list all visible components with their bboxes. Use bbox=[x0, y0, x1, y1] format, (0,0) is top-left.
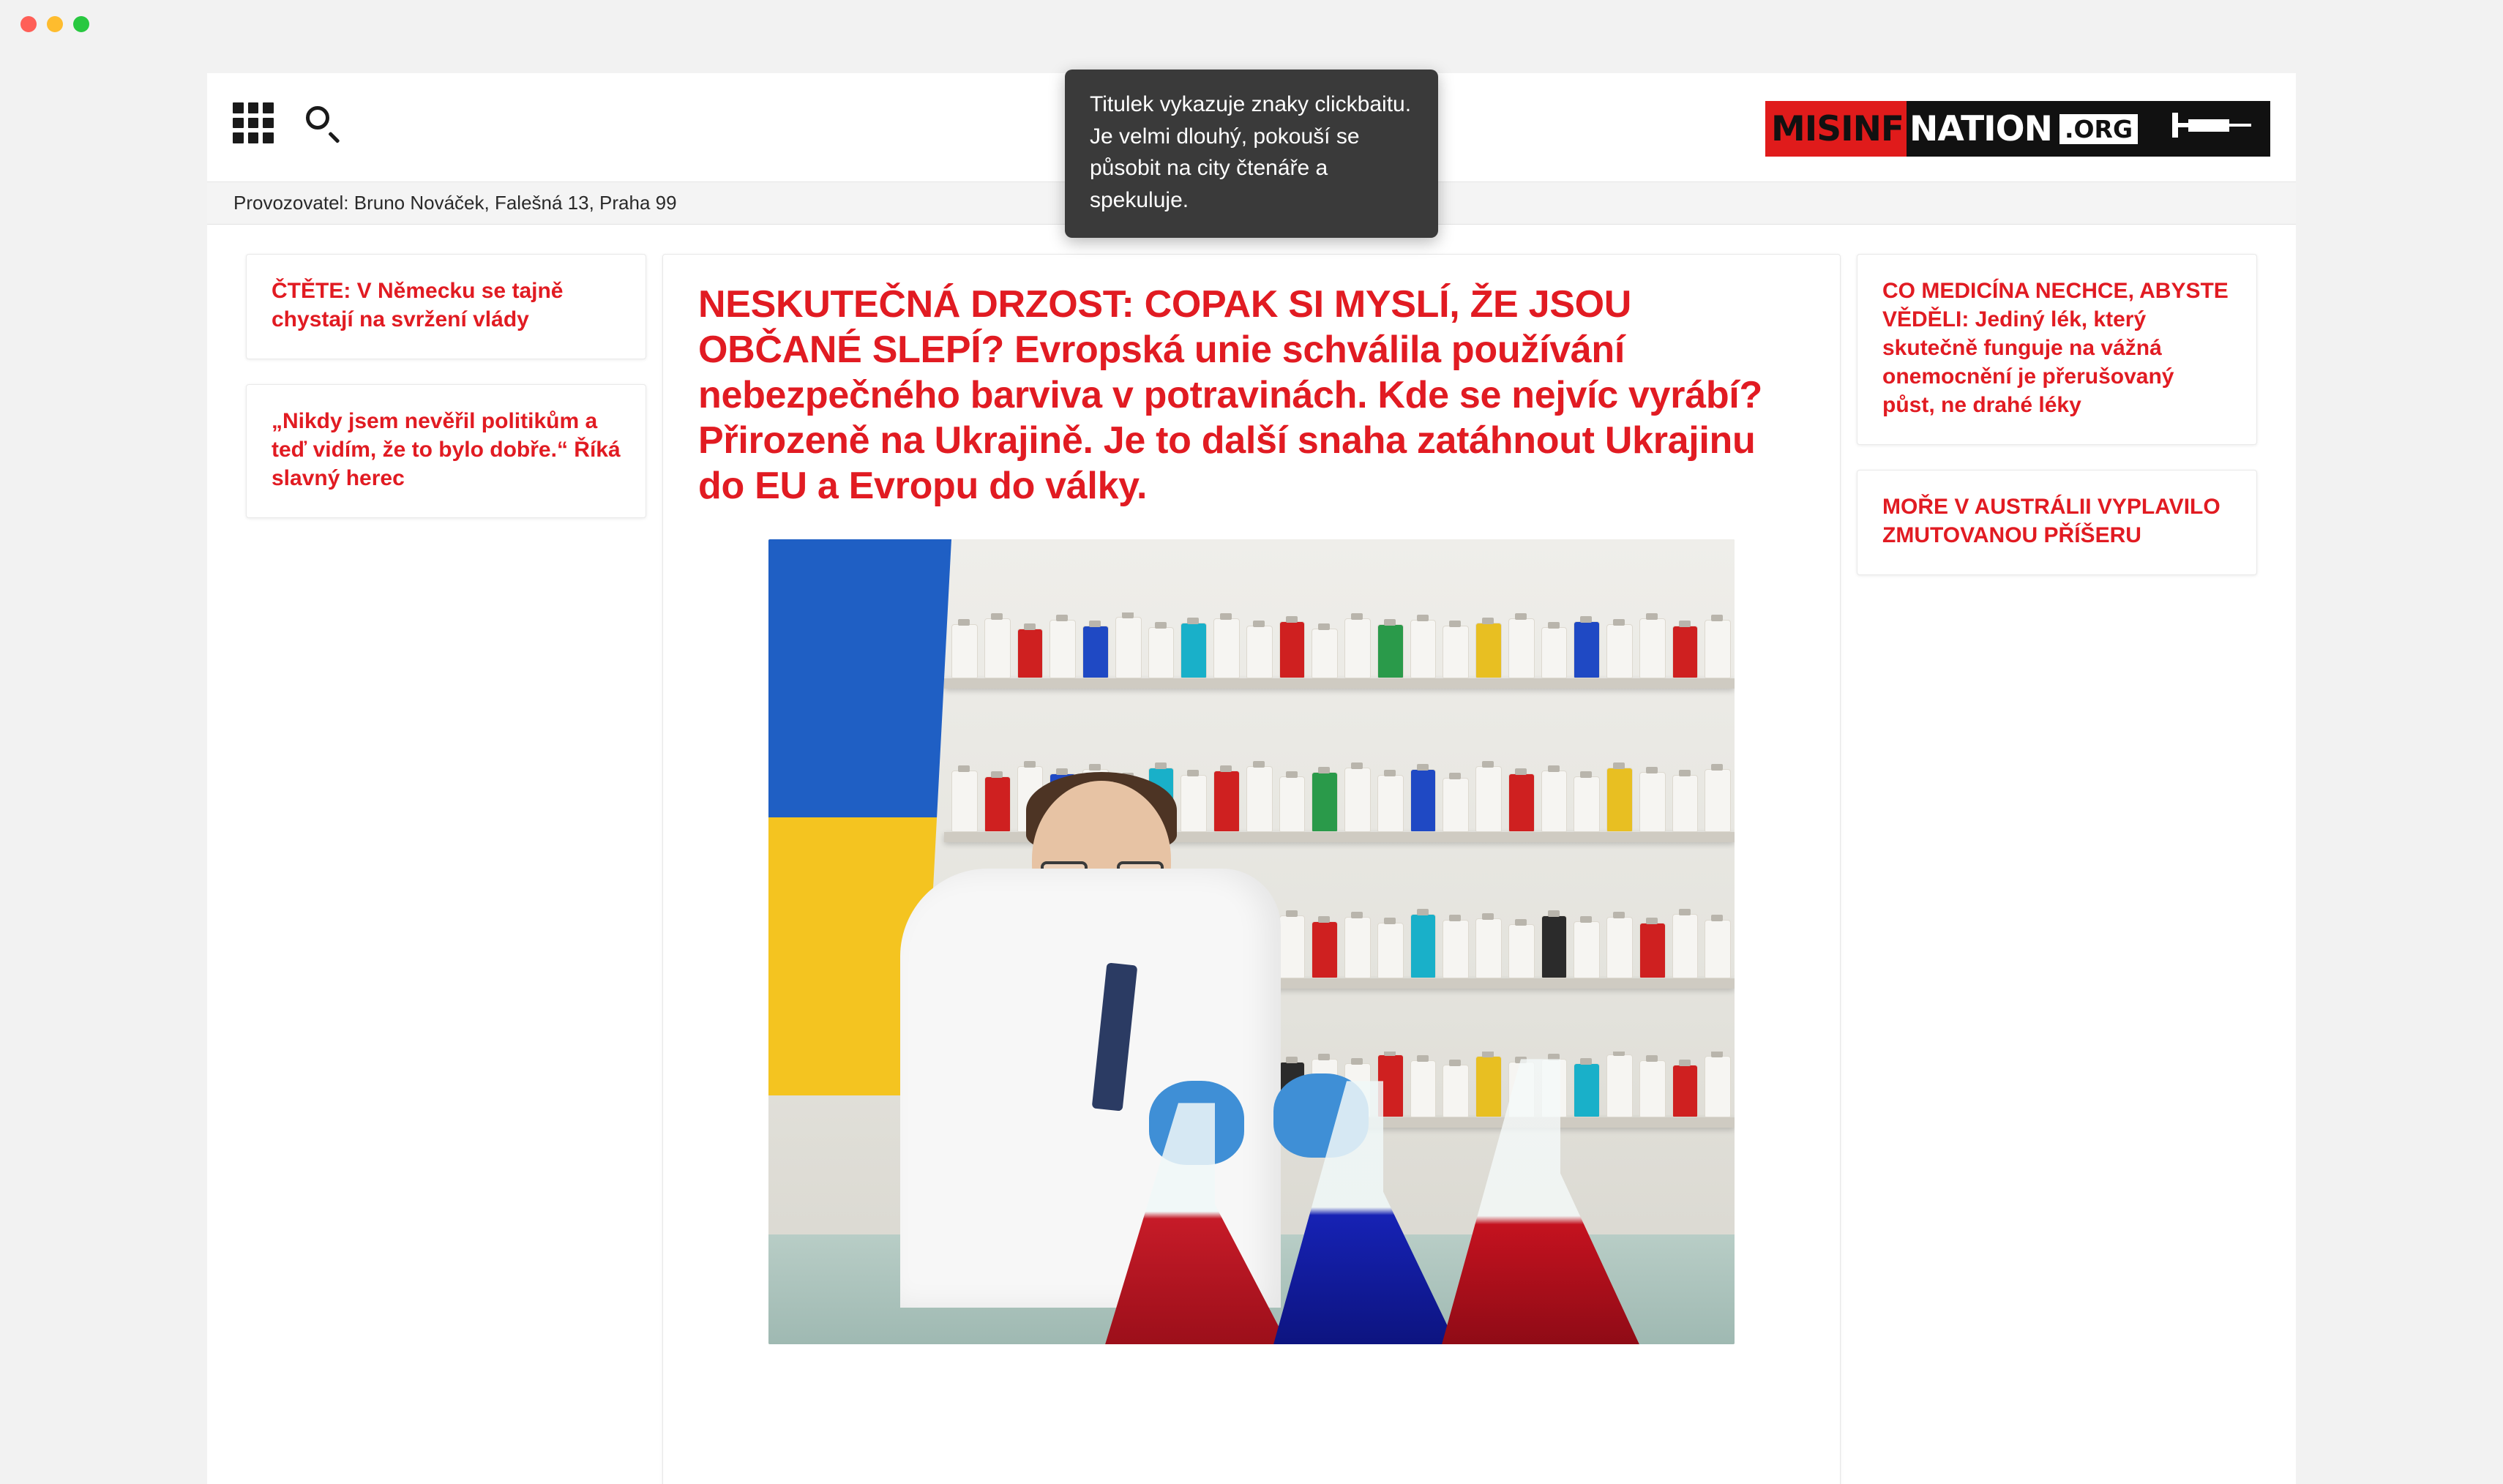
article-headline-link[interactable]: „Nikdy jsem nevěřil politikům a teď vidím, že to bylo dobře.“ Říká slavný herec bbox=[272, 409, 621, 490]
minimize-window-button[interactable] bbox=[47, 16, 63, 32]
logo-text-red: MISINF bbox=[1765, 101, 1907, 157]
page-content bbox=[207, 225, 2296, 1484]
list-item[interactable] bbox=[1857, 254, 2257, 445]
close-window-button[interactable] bbox=[20, 16, 37, 32]
article-headline-link[interactable]: ČTĚTE: V Německu se tajně chystají na svržení vlády bbox=[272, 279, 564, 331]
site-logo[interactable] bbox=[1765, 101, 2270, 157]
clickbait-tooltip bbox=[1065, 70, 1438, 238]
grid-menu-icon[interactable] bbox=[233, 102, 274, 143]
left-sidebar bbox=[222, 254, 646, 543]
syringe-icon bbox=[2172, 113, 2251, 138]
list-item[interactable] bbox=[246, 254, 646, 359]
logo-text-org: .ORG bbox=[2059, 114, 2138, 144]
page-title: NESKUTEČNÁ DRZOST: COPAK SI MYSLÍ, ŽE JSOU OBČANÉ SLEPÍ? Evropská unie schválila používání nebezpečného barviva v potravinách. Kde se nejvíc vyrábí? Přirozeně na Ukrajině. Je to další snaha zatáhnout Ukrajinu do EU a Evropu do války. bbox=[698, 283, 1762, 507]
article-headline-link[interactable]: CO MEDICÍNA NECHCE, ABYSTE VĚDĚLI: Jediný lék, který skutečně funguje na vážná onemocnění je přerušovaný půst, ne drahé léky bbox=[1882, 279, 2229, 417]
window-controls[interactable] bbox=[20, 16, 89, 32]
operator-text: Provozovatel: Bruno Nováček, Falešná 13, Praha 99 bbox=[233, 192, 677, 214]
list-item[interactable] bbox=[246, 384, 646, 518]
logo-text-white: NATION bbox=[1909, 108, 2052, 149]
article-headline-link[interactable]: MOŘE V AUSTRÁLII VYPLAVILO ZMUTOVANOU PŘÍŠERU bbox=[1882, 495, 2220, 547]
header-icon-group bbox=[233, 102, 343, 143]
zoom-window-button[interactable] bbox=[73, 16, 89, 32]
search-icon[interactable] bbox=[303, 103, 343, 143]
article-image bbox=[768, 539, 1735, 1344]
right-sidebar bbox=[1857, 254, 2281, 600]
window-titlebar bbox=[0, 0, 2503, 48]
list-item[interactable] bbox=[1857, 470, 2257, 575]
main-article bbox=[662, 254, 1841, 1484]
tooltip-text: Titulek vykazuje znaky clickbaitu. Je velmi dlouhý, pokouší se působit na city čtenáře a spekuluje. bbox=[1090, 92, 1412, 212]
page-viewport bbox=[207, 73, 2296, 1484]
